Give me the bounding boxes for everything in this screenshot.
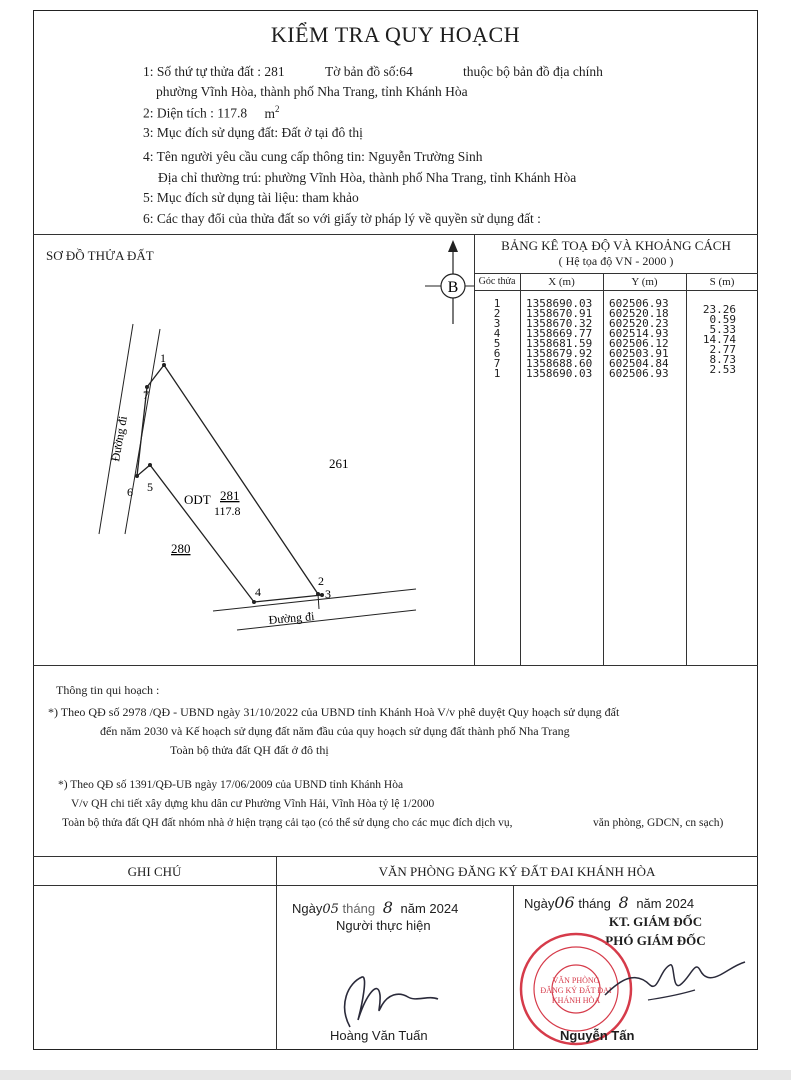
col-header-x: X (m): [548, 276, 575, 288]
corner-7-label: 7: [143, 388, 149, 402]
map-sheet: Tờ bản đồ số:64: [325, 64, 413, 79]
area-value: 2: Diện tích : 117.8: [143, 105, 248, 121]
corner-1-label: 1: [160, 351, 166, 365]
note-label: GHI CHÚ: [127, 864, 182, 879]
corner-4-label: 4: [255, 585, 261, 599]
planning-decision-1-result: Toàn bộ thửa đất QH đất ở đô thị: [170, 743, 329, 757]
corner-5-label: 5: [147, 480, 153, 494]
parcel-area-label: 117.8: [214, 504, 241, 518]
table-col-divider: [603, 273, 604, 665]
right-date-thang: tháng: [578, 896, 611, 911]
svg-text:VĂN PHÒNG: VĂN PHÒNG: [552, 976, 600, 985]
table-col-divider: [520, 273, 521, 665]
kt-director: KT. GIÁM ĐỐC: [608, 914, 703, 929]
corner-4-dot: [252, 600, 256, 604]
y-column: 602506.93 602520.18 602520.23 602514.93 602506.12 602503.91 602504.84 602506.93: [609, 297, 669, 380]
performer-label: Người thực hiện: [336, 918, 431, 933]
planning-decision-2-result: Toàn bộ thửa đất QH đất nhóm nhà ở hiện trạng cải tạo (có thể sử dụng cho các mục đích dịch vụ,: [62, 817, 513, 829]
road-bottom-edge: [213, 589, 416, 611]
table-header-top: [474, 273, 758, 274]
planning-decision-1: *) Theo QĐ số 2978 /QĐ - UBND ngày 31/10/2022 của UBND tỉnh Khánh Hoà V/v phê duyệt Quy hoạch sử dụng đất: [48, 705, 620, 719]
parcel-location: phường Vĩnh Hòa, thành phố Nha Trang, tỉnh Khánh Hòa: [156, 84, 468, 99]
left-date: [292, 898, 458, 917]
north-arrow-head: [448, 240, 458, 252]
left-date-year: năm 2024: [400, 901, 459, 916]
coord-table-title: BẢNG KÊ TOẠ ĐỘ VÀ KHOẢNG CÁCH: [501, 238, 731, 253]
planning-decision-2: *) Theo QĐ số 1391/QĐ-UB ngày 17/06/2009 của UBND tỉnh Khánh Hòa: [58, 779, 404, 791]
road-bottom-edge: [237, 610, 416, 630]
road-bottom-label: Đường đi: [268, 609, 315, 627]
signature-stroke: [605, 962, 745, 995]
footer-header-line: [33, 885, 758, 886]
parcel-number-label: 281: [220, 488, 240, 503]
map-set: thuộc bộ bản đồ địa chính: [463, 64, 603, 79]
parcel-diagram: [33, 234, 474, 665]
right-date-ngay: Ngày: [524, 896, 555, 911]
corner-2-label: 2: [318, 574, 324, 588]
corner-5-dot: [148, 463, 152, 467]
director-signature: [600, 940, 750, 1020]
corner-3-dot: [320, 593, 324, 597]
left-date-thang: tháng: [342, 901, 376, 916]
performer-name: Hoàng Văn Tuấn: [330, 1028, 428, 1043]
parcel-number: 1: Số thứ tự thửa đất : 281: [143, 64, 285, 79]
corner-3-label: 3: [325, 587, 331, 601]
right-date-day: 06: [554, 893, 575, 912]
footer-top-line: [33, 856, 758, 857]
page-title: KIỂM TRA QUY HOẠCH: [270, 22, 521, 47]
s-column: 23.26 0.59 5.33 14.74 2.77 8.73 2.53: [702, 303, 736, 376]
performer-signature: [328, 965, 448, 1035]
corner-6-label: 6: [127, 485, 133, 499]
parcel-3-tick: [318, 594, 319, 609]
signature-stroke: [345, 977, 438, 1027]
svg-text:KHÁNH HÒA: KHÁNH HÒA: [551, 996, 601, 1005]
document-purpose: 5: Mục đích sử dụng tài liệu: tham khảo: [143, 190, 359, 205]
land-use-purpose: 3: Mục đích sử dụng đất: Đất ở tại đô thị: [143, 125, 363, 140]
col-header-y: Y (m): [631, 276, 658, 288]
coord-table-subtitle: ( Hệ tọa độ VN - 2000 ): [558, 254, 674, 268]
corner-6-dot: [135, 474, 139, 478]
parcel-261-label: 261: [329, 456, 349, 471]
col-header-s: S (m): [709, 276, 735, 288]
planning-decision-2-result-cont: văn phòng, GDCN, cn sạch): [593, 817, 724, 829]
planning-heading: Thông tin qui hoạch :: [56, 683, 160, 697]
land-code-label: ODT: [184, 492, 211, 507]
section-divider: [33, 665, 758, 666]
left-date-ngay: Ngày: [292, 901, 323, 916]
diagram-heading: SƠ ĐỒ THỬA ĐẤT: [46, 248, 154, 263]
planning-decision-1-cont: đến năm 2030 và Kế hoạch sử dụng đất năm đầu của quy hoạch sử dụng đất thành phố Nha Trang: [100, 724, 570, 738]
parcel-boundary: [137, 365, 322, 602]
requester-name: 4: Tên người yêu cầu cung cấp thông tin: Nguyễn Trường Sinh: [143, 149, 483, 164]
area-unit-sup: 2: [275, 104, 280, 114]
parcel-280-label: 280: [171, 541, 191, 556]
requester-address: Địa chỉ thường trú: phường Vĩnh Hòa, thành phố Nha Trang, tỉnh Khánh Hòa: [158, 170, 577, 185]
changes-note: 6: Các thay đổi của thửa đất so với giấy tờ pháp lý về quyền sử dụng đất :: [143, 211, 541, 226]
signature-stroke: [648, 990, 695, 1000]
area-unit: m: [264, 105, 276, 121]
right-date-year: năm 2024: [636, 896, 695, 911]
signer-name: Nguyễn Tấn: [560, 1028, 635, 1043]
x-column: 1358690.03 1358670.91 1358670.32 1358669.77 1358681.59 1358679.92 1358688.60 1358690.03: [526, 297, 593, 380]
right-date: [524, 893, 694, 912]
left-date-month: 8: [382, 898, 393, 917]
svg-text:ĐĂNG KÝ ĐẤT ĐAI: ĐĂNG KÝ ĐẤT ĐAI: [540, 986, 612, 995]
right-date-month: 8: [618, 893, 629, 912]
office-name: VĂN PHÒNG ĐĂNG KÝ ĐẤT ĐAI KHÁNH HÒA: [378, 864, 656, 879]
footer-divider: [513, 885, 514, 1050]
footer-divider: [276, 856, 277, 1050]
col-header-corner: Góc thửa: [478, 276, 516, 287]
road-left-label: Đường đi: [108, 414, 130, 463]
area: [143, 104, 280, 122]
corner-2-dot: [316, 592, 320, 596]
north-label: B: [447, 279, 459, 296]
planning-decision-2-cont: V/v QH chi tiết xây dựng khu dân cư Phường Vĩnh Hải, Vĩnh Hòa tỷ lệ 1/2000: [71, 798, 435, 810]
deputy-director: PHÓ GIÁM ĐỐC: [605, 933, 706, 948]
left-date-day: 05: [322, 902, 339, 917]
corner-column: 1 2 3 4 5 6 7 1: [493, 297, 501, 380]
table-header-bottom: [474, 290, 758, 291]
